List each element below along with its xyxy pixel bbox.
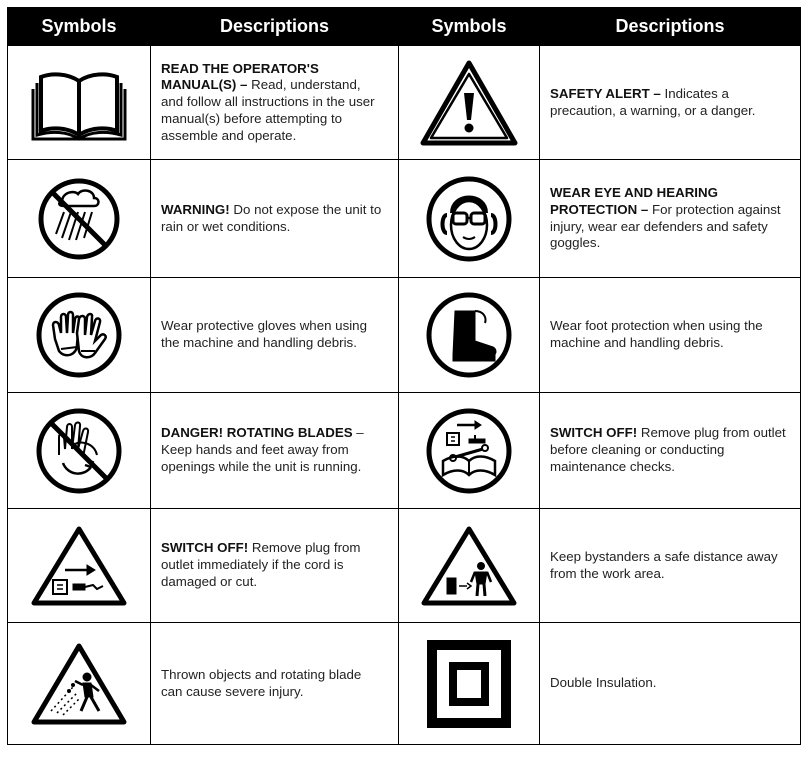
symbol-cell — [8, 509, 151, 623]
description-cell — [540, 278, 801, 393]
unplug-damaged-cord-icon — [29, 524, 129, 608]
table-row — [8, 160, 801, 278]
description-text: – Keep hands and feet away from openings while the unit is running. — [161, 425, 364, 474]
description-cell — [540, 46, 801, 160]
symbol-cell — [8, 393, 151, 509]
table-row — [8, 623, 801, 745]
description-text: Indicates a precaution, a warning, or a danger. — [550, 85, 756, 118]
eye-ear-protection-icon — [423, 173, 515, 265]
description-cell — [540, 623, 801, 745]
description-cell — [540, 393, 801, 509]
symbol-cell — [399, 160, 540, 278]
description-cell — [151, 46, 399, 160]
header-symbols: Symbols — [399, 8, 540, 46]
description-bold: SWITCH OFF! — [161, 540, 252, 556]
description-text: Remove plug from outlet before cleaning or conducting maintenance checks. — [550, 425, 786, 474]
symbol-cell — [8, 623, 151, 745]
symbol-cell — [399, 509, 540, 623]
header-symbols: Symbols — [8, 8, 151, 46]
table-row — [8, 46, 801, 160]
rotating-blades-icon — [33, 405, 125, 497]
symbol-cell — [399, 278, 540, 393]
description-bold: SWITCH OFF! — [550, 425, 641, 441]
description-bold: SAFETY ALERT – — [550, 85, 665, 101]
description-bold: WEAR EYE AND HEARING PROTECTION – — [550, 184, 718, 217]
description-cell — [540, 160, 801, 278]
header-descriptions: Descriptions — [151, 8, 399, 46]
symbol-cell — [399, 46, 540, 160]
description-text: Wear protective gloves when using the machine and handling debris. — [161, 318, 367, 350]
boot-icon — [423, 289, 515, 381]
description-cell — [151, 623, 399, 745]
description-cell — [151, 393, 399, 509]
symbol-cell — [399, 623, 540, 745]
safety-alert-icon — [419, 58, 519, 148]
description-bold: DANGER! ROTATING BLADES — [161, 425, 357, 441]
description-cell — [151, 160, 399, 278]
table-row — [8, 393, 801, 509]
unplug-maintenance-icon — [423, 405, 515, 497]
symbol-cell — [8, 46, 151, 160]
description-text: Wear foot protection when using the machine and handling debris. — [550, 318, 763, 350]
description-cell — [151, 278, 399, 393]
description-text: Thrown objects and rotating blade can cause severe injury. — [161, 666, 362, 699]
symbol-cell — [399, 393, 540, 509]
description-text: For protection against injury, wear ear defenders and safety goggles. — [550, 201, 781, 251]
description-bold: READ THE OPERATOR'S MANUAL(S) – — [161, 60, 319, 93]
double-insulation-icon — [425, 638, 513, 730]
description-text: Read, understand, and follow all instructions in the user manual(s) before attempting to assemble and operate. — [161, 77, 375, 143]
safety-symbols-table — [7, 7, 801, 745]
description-text: Keep bystanders a safe distance away from the work area. — [550, 548, 778, 581]
description-text: Do not expose the unit to rain or wet conditions. — [161, 201, 382, 234]
read-manual-icon — [29, 65, 129, 141]
bystanders-distance-icon — [419, 524, 519, 608]
table-row — [8, 278, 801, 393]
header-descriptions: Descriptions — [540, 8, 801, 46]
description-text: Double Insulation. — [550, 675, 657, 691]
table-header-row — [8, 8, 801, 46]
description-text: Remove plug from outlet immediately if the cord is damaged or cut. — [161, 540, 361, 589]
description-cell — [151, 509, 399, 623]
thrown-objects-icon — [29, 641, 129, 727]
no-rain-icon — [34, 174, 124, 264]
symbol-cell — [8, 160, 151, 278]
description-cell — [540, 509, 801, 623]
gloves-icon — [33, 289, 125, 381]
table-row — [8, 509, 801, 623]
description-bold: WARNING! — [161, 201, 234, 217]
symbol-cell — [8, 278, 151, 393]
